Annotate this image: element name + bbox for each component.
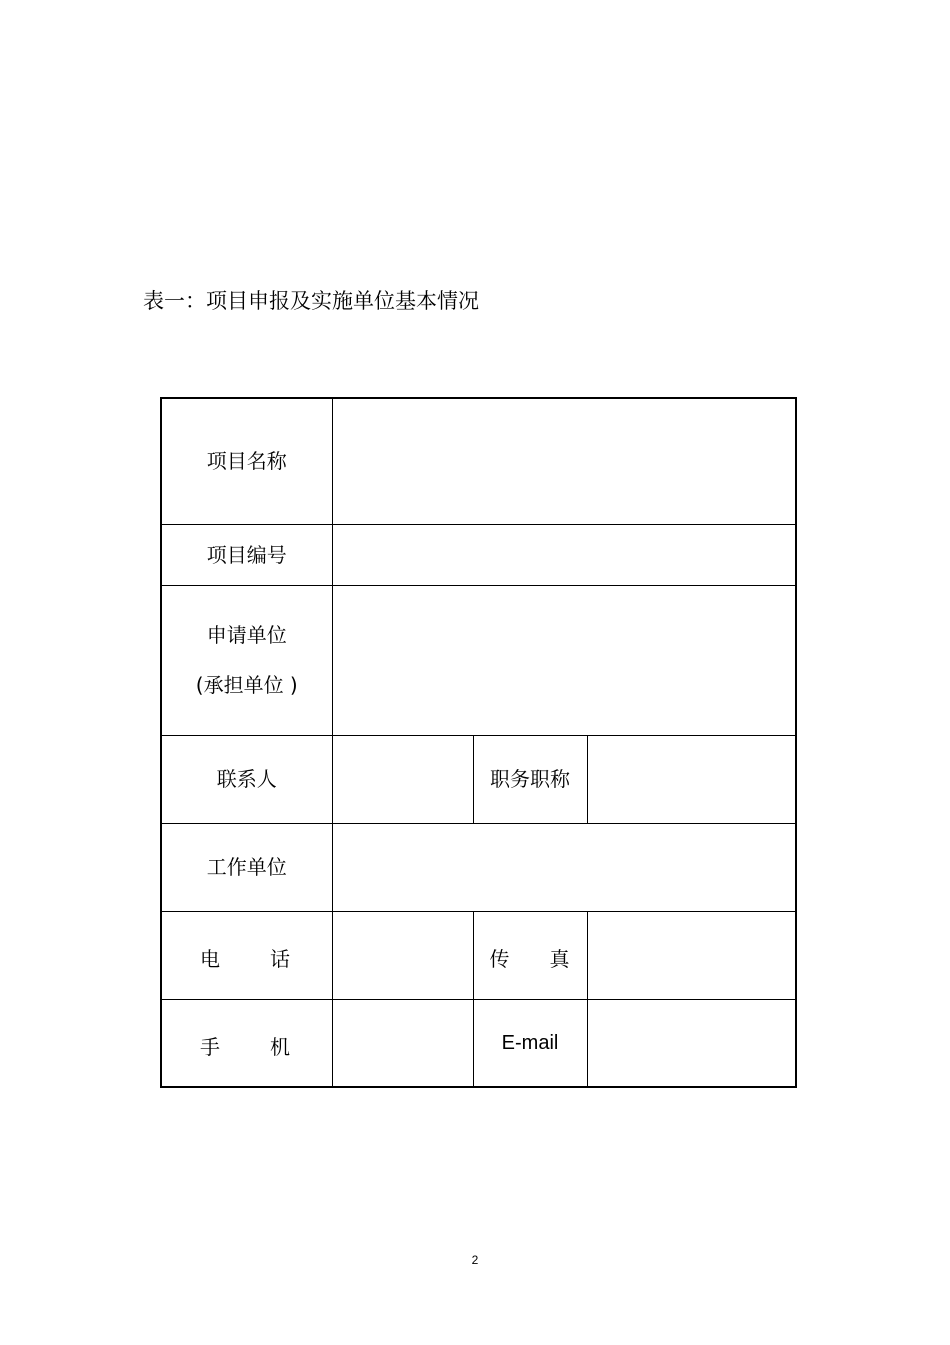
fax-char-1: 传 xyxy=(489,947,510,971)
label-applicant xyxy=(161,585,332,735)
table-row xyxy=(161,735,796,823)
phone-label xyxy=(162,943,332,971)
applicant-line1: 申请单位 xyxy=(206,623,287,647)
contact-person-value[interactable] xyxy=(332,735,473,823)
mobile-value[interactable] xyxy=(332,999,473,1087)
project-name-text: 项目名称 xyxy=(206,449,287,474)
table-row xyxy=(161,398,796,524)
contact-person-text: 联系人 xyxy=(216,767,277,791)
email-text: E-mail xyxy=(501,1031,559,1054)
phone-char-1: 电 xyxy=(200,947,220,971)
label-phone xyxy=(161,911,332,999)
mobile-char-2: 机 xyxy=(270,1034,290,1059)
phone-char-2: 话 xyxy=(270,947,290,971)
label-email xyxy=(473,999,587,1087)
label-work-unit xyxy=(161,823,332,911)
label-fax xyxy=(473,911,587,999)
label-mobile xyxy=(161,999,332,1087)
applicant-line2: (承担单位 ) xyxy=(195,673,298,697)
email-value[interactable] xyxy=(587,999,796,1087)
project-info-table xyxy=(160,397,797,1088)
job-title-value[interactable] xyxy=(587,735,796,823)
mobile-label xyxy=(162,1031,332,1059)
fax-char-2: 真 xyxy=(549,947,570,971)
table-row xyxy=(161,585,796,735)
table-row xyxy=(161,823,796,911)
project-number-value[interactable] xyxy=(332,524,796,585)
label-project-name xyxy=(161,398,332,524)
mobile-char-1: 手 xyxy=(200,1034,220,1059)
phone-value[interactable] xyxy=(332,911,473,999)
label-project-number xyxy=(161,524,332,585)
work-unit-value[interactable] xyxy=(332,823,796,911)
fax-value[interactable] xyxy=(587,911,796,999)
fax-label xyxy=(474,943,587,971)
table-row xyxy=(161,524,796,585)
table-row xyxy=(161,999,796,1087)
project-number-text: 项目编号 xyxy=(206,542,287,567)
label-job-title xyxy=(473,735,587,823)
work-unit-text: 工作单位 xyxy=(206,855,287,879)
page-number: 2 xyxy=(471,1253,479,1267)
job-title-text: 职务职称 xyxy=(490,767,570,791)
applicant-value[interactable] xyxy=(332,585,796,735)
label-contact-person xyxy=(161,735,332,823)
table-row xyxy=(161,911,796,999)
table-title: 表一：项目申报及实施单位基本情况 xyxy=(143,289,479,313)
project-name-value[interactable] xyxy=(332,398,796,524)
